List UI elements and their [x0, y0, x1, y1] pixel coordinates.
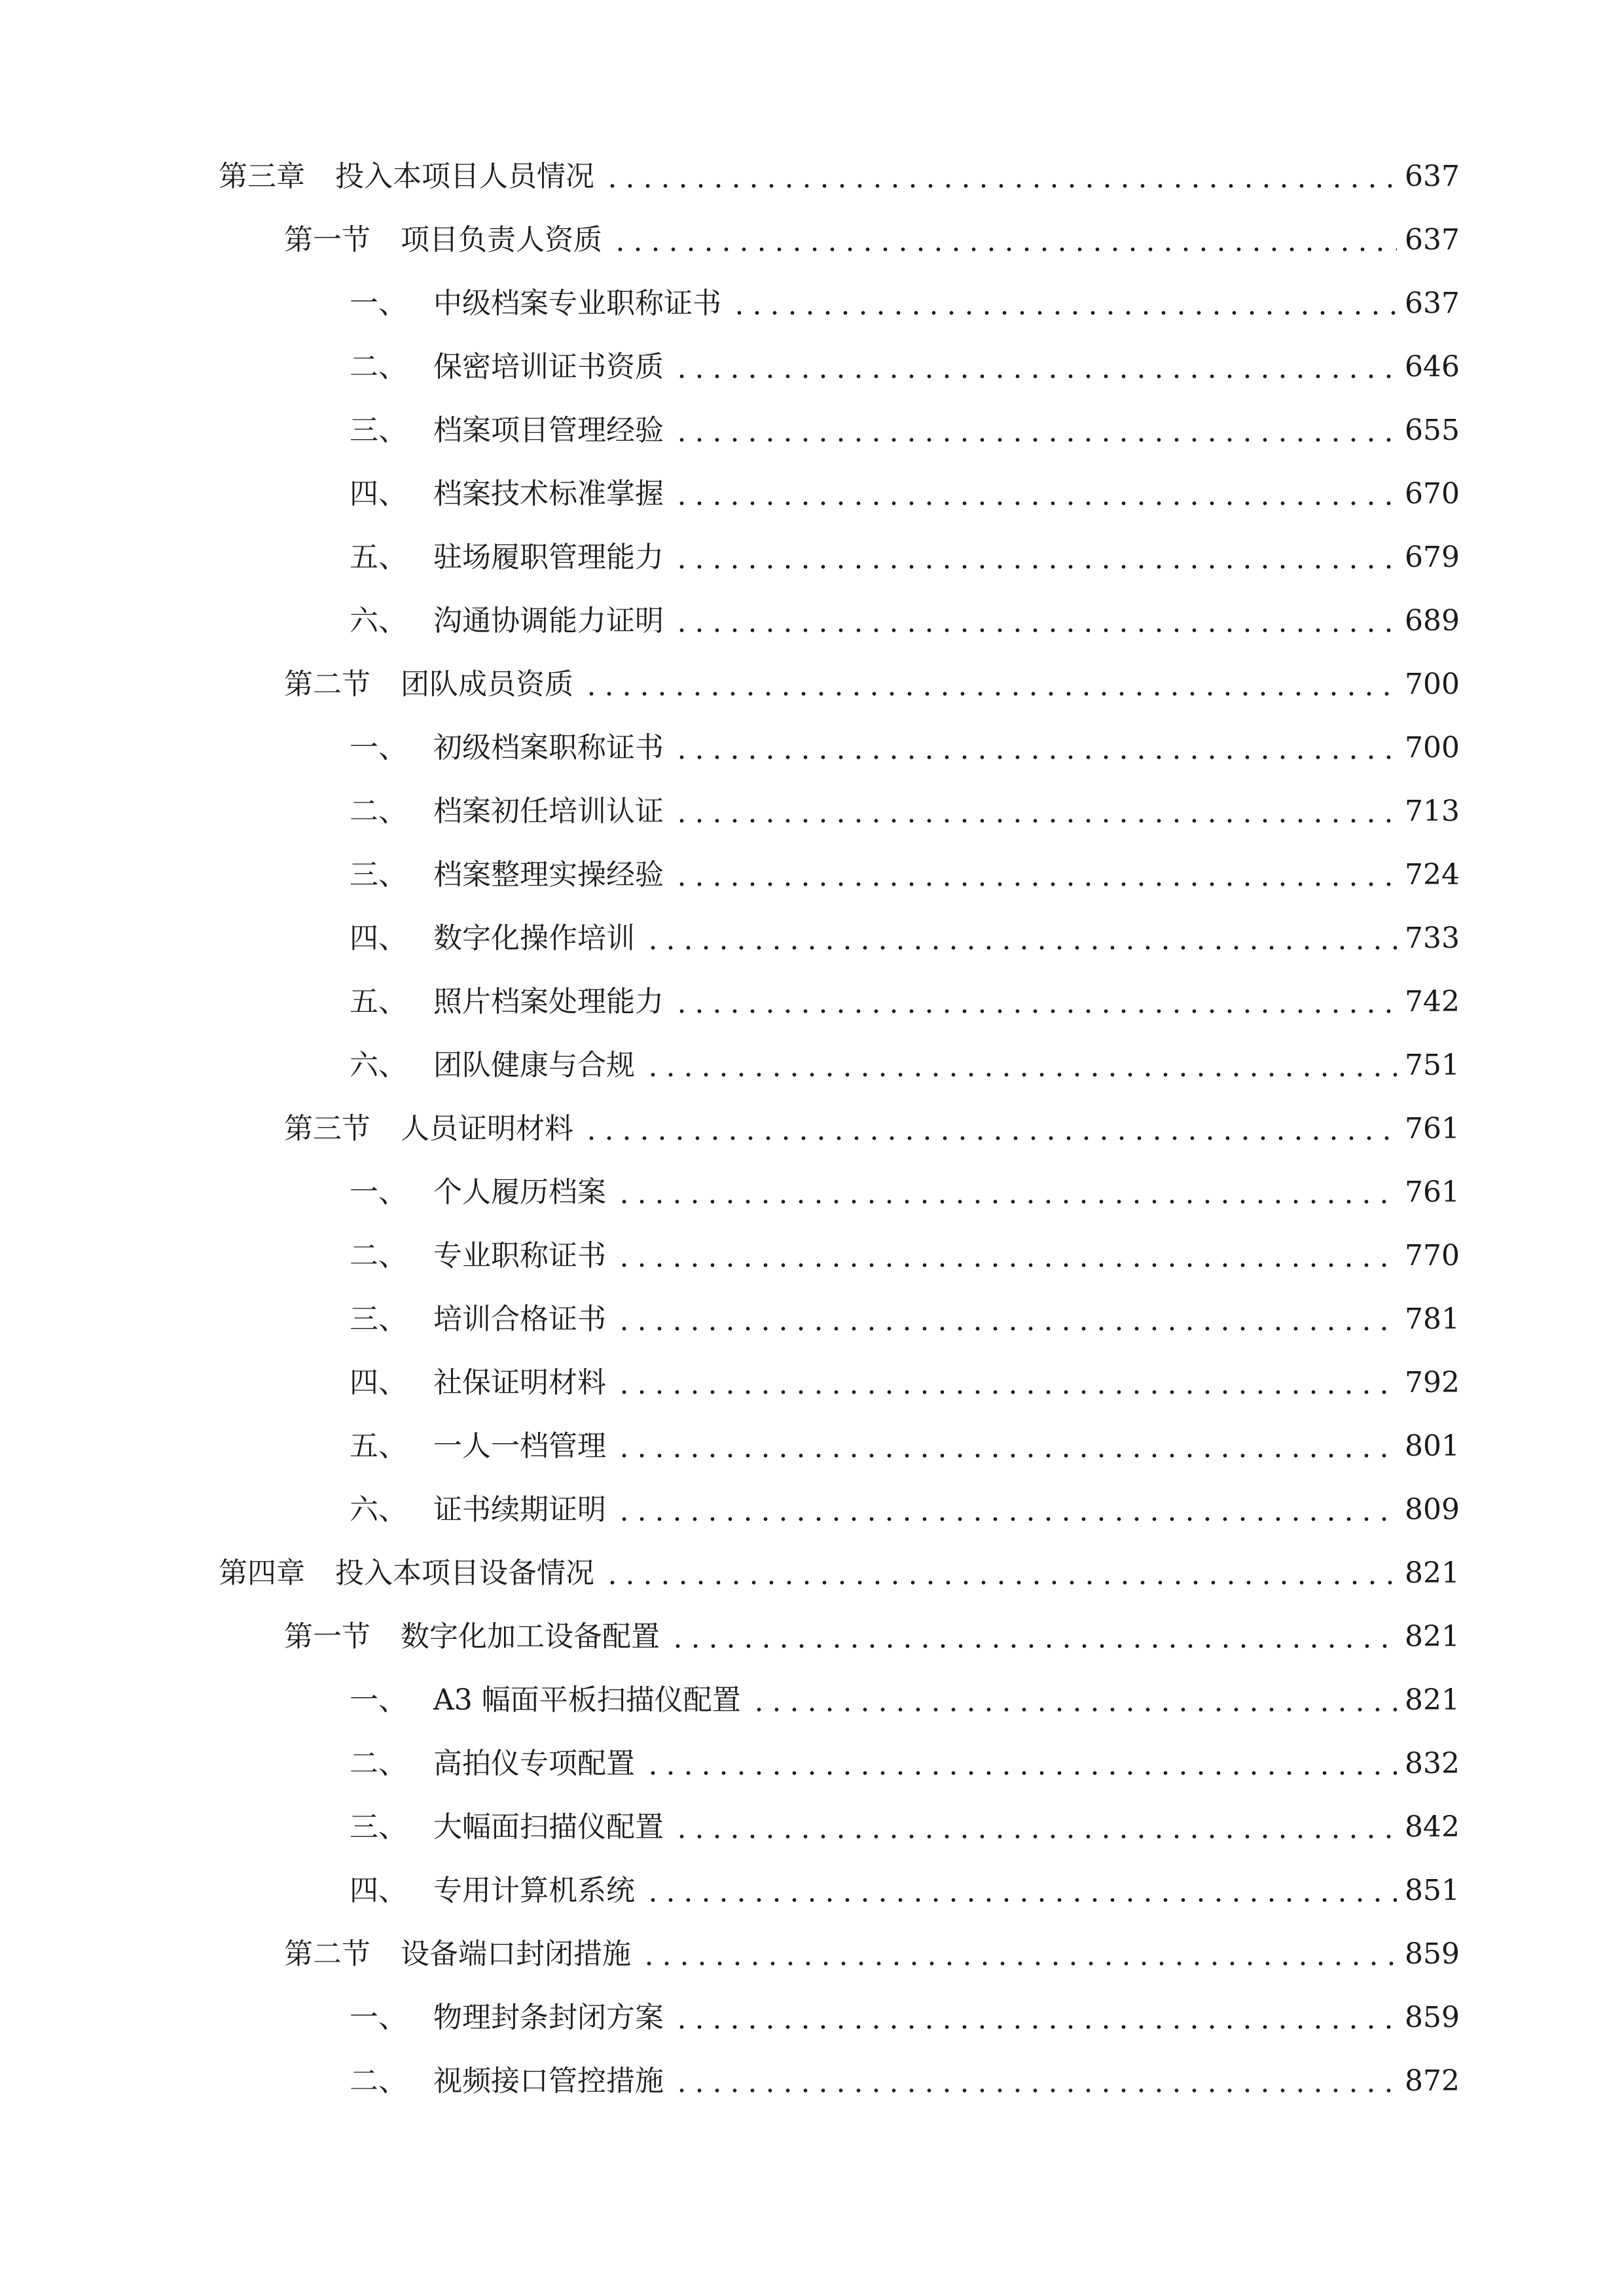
toc-entry-title: A3 幅面平板扫描仪配置 — [433, 1683, 741, 1717]
dot-leader — [640, 1961, 1397, 1966]
toc-entry[interactable] — [219, 153, 1460, 200]
toc-entry[interactable] — [350, 280, 1460, 327]
toc-entry-prefix: 一、 — [350, 1683, 407, 1717]
toc-entry-title: 照片档案处理能力 — [433, 985, 664, 1018]
toc-entry-page-number: 700 — [1405, 731, 1460, 764]
toc-entry-prefix: 五、 — [350, 985, 407, 1018]
toc-entry-prefix: 六、 — [350, 604, 407, 637]
toc-entry-title: 个人履历档案 — [433, 1175, 606, 1209]
toc-entry[interactable] — [350, 1486, 1460, 1534]
toc-entry-prefix: 一、 — [350, 731, 407, 764]
toc-entry-page-number: 655 — [1405, 414, 1460, 447]
dot-leader — [644, 1072, 1397, 1077]
toc-entry-prefix: 三、 — [350, 414, 407, 447]
toc-entry-page-number: 742 — [1405, 985, 1460, 1018]
dot-leader — [583, 691, 1397, 696]
toc-entry[interactable] — [284, 1931, 1460, 1978]
dot-leader — [673, 755, 1397, 760]
toc-entry-page-number: 724 — [1405, 858, 1460, 891]
toc-entry-prefix: 二、 — [350, 795, 407, 828]
toc-entry[interactable] — [350, 534, 1460, 581]
toc-entry[interactable] — [350, 788, 1460, 835]
toc-entry-page-number: 637 — [1405, 223, 1460, 257]
dot-leader — [673, 564, 1397, 569]
toc-entry-prefix: 三、 — [350, 1810, 407, 1844]
toc-entry-page-number: 821 — [1405, 1683, 1460, 1717]
toc-entry[interactable] — [219, 1550, 1460, 1597]
toc-entry-prefix: 五、 — [350, 541, 407, 574]
dot-leader — [604, 183, 1397, 188]
toc-entry-prefix: 五、 — [350, 1429, 407, 1463]
toc-entry[interactable] — [350, 1296, 1460, 1343]
toc-entry[interactable] — [350, 344, 1460, 391]
toc-entry-title: 社保证明材料 — [433, 1366, 606, 1399]
toc-entry-title: 档案整理实操经验 — [433, 858, 664, 891]
toc-entry[interactable] — [350, 1804, 1460, 1851]
toc-entry-prefix: 二、 — [350, 350, 407, 384]
toc-entry-prefix: 二、 — [350, 2064, 407, 2098]
toc-entry[interactable] — [350, 598, 1460, 645]
toc-entry-title: 物理封条封闭方案 — [433, 2001, 664, 2034]
toc-entry-title: 一人一档管理 — [433, 1429, 606, 1463]
toc-entry-title: 人员证明材料 — [401, 1112, 573, 1145]
toc-entry-page-number: 713 — [1405, 795, 1460, 828]
toc-entry-prefix: 四、 — [350, 922, 407, 955]
toc-entry-page-number: 679 — [1405, 541, 1460, 574]
toc-entry-title: 证书续期证明 — [433, 1493, 606, 1526]
toc-entry[interactable] — [350, 1232, 1460, 1280]
dot-leader — [615, 1263, 1397, 1268]
toc-entry-prefix: 第二节 — [284, 668, 370, 701]
toc-entry-title: 专用计算机系统 — [433, 1874, 635, 1907]
toc-entry[interactable] — [284, 661, 1460, 708]
toc-entry-title: 初级档案职称证书 — [433, 731, 664, 764]
toc-entry[interactable] — [350, 1867, 1460, 1914]
toc-entry-title: 设备端口封闭措施 — [401, 1937, 631, 1971]
dot-leader — [644, 1770, 1397, 1776]
toc-entry-title: 驻场履职管理能力 — [433, 541, 664, 574]
dot-leader — [604, 1580, 1397, 1585]
toc-entry-title: 团队成员资质 — [401, 668, 573, 701]
toc-entry-page-number: 770 — [1405, 1239, 1460, 1272]
dot-leader — [673, 501, 1397, 506]
dot-leader — [615, 1199, 1397, 1204]
dot-leader — [673, 628, 1397, 633]
toc-entry-title: 档案项目管理经验 — [433, 414, 664, 447]
toc-entry-prefix: 六、 — [350, 1049, 407, 1082]
toc-entry-title: 投入本项目人员情况 — [335, 160, 594, 193]
toc-entry-page-number: 733 — [1405, 922, 1460, 955]
toc-entry-title: 中级档案专业职称证书 — [433, 287, 721, 320]
dot-leader — [673, 818, 1397, 823]
toc-entry[interactable] — [350, 852, 1460, 899]
toc-entry[interactable] — [350, 2058, 1460, 2105]
dot-leader — [615, 1516, 1397, 1522]
dot-leader — [673, 1009, 1397, 1014]
toc-entry[interactable] — [350, 725, 1460, 772]
toc-entry[interactable] — [284, 1105, 1460, 1153]
dot-leader — [615, 1453, 1397, 1458]
toc-entry-title: 投入本项目设备情况 — [335, 1556, 594, 1590]
toc-entry-prefix: 第三节 — [284, 1112, 370, 1145]
toc-entry-prefix: 第四章 — [219, 1556, 305, 1590]
toc-entry[interactable] — [350, 407, 1460, 454]
toc-entry[interactable] — [350, 1359, 1460, 1407]
toc-entry-prefix: 四、 — [350, 1874, 407, 1907]
dot-leader — [731, 310, 1397, 315]
toc-entry-title: 数字化加工设备配置 — [401, 1620, 660, 1653]
toc-entry-prefix: 第一节 — [284, 223, 370, 257]
toc-entry-prefix: 第二节 — [284, 1937, 370, 1971]
dot-leader — [644, 945, 1397, 950]
toc-entry-title: 项目负责人资质 — [401, 223, 602, 257]
toc-entry-prefix: 二、 — [350, 1239, 407, 1272]
toc-entry-title: 数字化操作培训 — [433, 922, 635, 955]
toc-entry-page-number: 781 — [1405, 1302, 1460, 1336]
toc-entry-page-number: 842 — [1405, 1810, 1460, 1844]
toc-entry-title: 专业职称证书 — [433, 1239, 606, 1272]
toc-entry-prefix: 三、 — [350, 1302, 407, 1336]
dot-leader — [644, 1897, 1397, 1903]
toc-entry-title: 档案技术标准掌握 — [433, 477, 664, 511]
toc-entry-page-number: 761 — [1405, 1175, 1460, 1209]
toc-entry[interactable] — [350, 978, 1460, 1026]
toc-entry-prefix: 一、 — [350, 287, 407, 320]
toc-entry-title: 档案初任培训认证 — [433, 795, 664, 828]
toc-entry-page-number: 809 — [1405, 1493, 1460, 1526]
toc-entry-prefix: 一、 — [350, 1175, 407, 1209]
toc-entry-prefix: 一、 — [350, 2001, 407, 2034]
toc-entry[interactable] — [350, 1423, 1460, 1470]
toc-entry[interactable] — [350, 1677, 1460, 1724]
dot-leader — [615, 1326, 1397, 1331]
toc-entry-prefix: 二、 — [350, 1747, 407, 1780]
dot-leader — [673, 1834, 1397, 1839]
toc-entry-page-number: 821 — [1405, 1556, 1460, 1590]
dot-leader — [750, 1707, 1397, 1712]
dot-leader — [673, 2088, 1397, 2093]
toc-entry-prefix: 第三章 — [219, 160, 305, 193]
toc-entry-title: 视频接口管控措施 — [433, 2064, 664, 2098]
toc-entry[interactable] — [350, 1994, 1460, 2041]
toc-entry-prefix: 四、 — [350, 1366, 407, 1399]
toc-entry-page-number: 872 — [1405, 2064, 1460, 2098]
dot-leader — [673, 882, 1397, 887]
toc-entry-page-number: 851 — [1405, 1874, 1460, 1907]
toc-entry-title: 保密培训证书资质 — [433, 350, 664, 384]
toc-entry-title: 沟通协调能力证明 — [433, 604, 664, 637]
toc-entry-page-number: 761 — [1405, 1112, 1460, 1145]
toc-entry[interactable] — [284, 217, 1460, 264]
toc-entry[interactable] — [350, 1042, 1460, 1089]
toc-entry-title: 高拍仪专项配置 — [433, 1747, 635, 1780]
toc-entry[interactable] — [350, 1169, 1460, 1216]
toc-entry-page-number: 637 — [1405, 160, 1460, 193]
toc-entry-prefix: 四、 — [350, 477, 407, 511]
toc-entry-prefix: 第一节 — [284, 1620, 370, 1653]
dot-leader — [673, 437, 1397, 442]
toc-entry[interactable] — [350, 471, 1460, 518]
toc-entry-page-number: 670 — [1405, 477, 1460, 511]
toc-entry-page-number: 792 — [1405, 1366, 1460, 1399]
toc-entry-page-number: 689 — [1405, 604, 1460, 637]
toc-entry[interactable] — [284, 1613, 1460, 1660]
toc-entry-page-number: 646 — [1405, 350, 1460, 384]
dot-leader — [611, 247, 1397, 252]
dot-leader — [669, 1643, 1397, 1649]
toc-entry-prefix: 六、 — [350, 1493, 407, 1526]
toc-entry-prefix: 三、 — [350, 858, 407, 891]
toc-entry-page-number: 859 — [1405, 1937, 1460, 1971]
toc-entry-title: 大幅面扫描仪配置 — [433, 1810, 664, 1844]
dot-leader — [673, 2024, 1397, 2030]
toc-entry-page-number: 700 — [1405, 668, 1460, 701]
toc-entry-page-number: 751 — [1405, 1049, 1460, 1082]
toc-entry[interactable] — [350, 1740, 1460, 1787]
toc-entry-page-number: 859 — [1405, 2001, 1460, 2034]
toc-entry-page-number: 832 — [1405, 1747, 1460, 1780]
toc-entry-title: 团队健康与合规 — [433, 1049, 635, 1082]
toc-entry-page-number: 801 — [1405, 1429, 1460, 1463]
toc-entry-page-number: 821 — [1405, 1620, 1460, 1653]
toc-entry-title: 培训合格证书 — [433, 1302, 606, 1336]
toc-entry[interactable] — [350, 915, 1460, 962]
dot-leader — [615, 1390, 1397, 1395]
dot-leader — [673, 374, 1397, 379]
dot-leader — [583, 1136, 1397, 1141]
toc-entry-page-number: 637 — [1405, 287, 1460, 320]
